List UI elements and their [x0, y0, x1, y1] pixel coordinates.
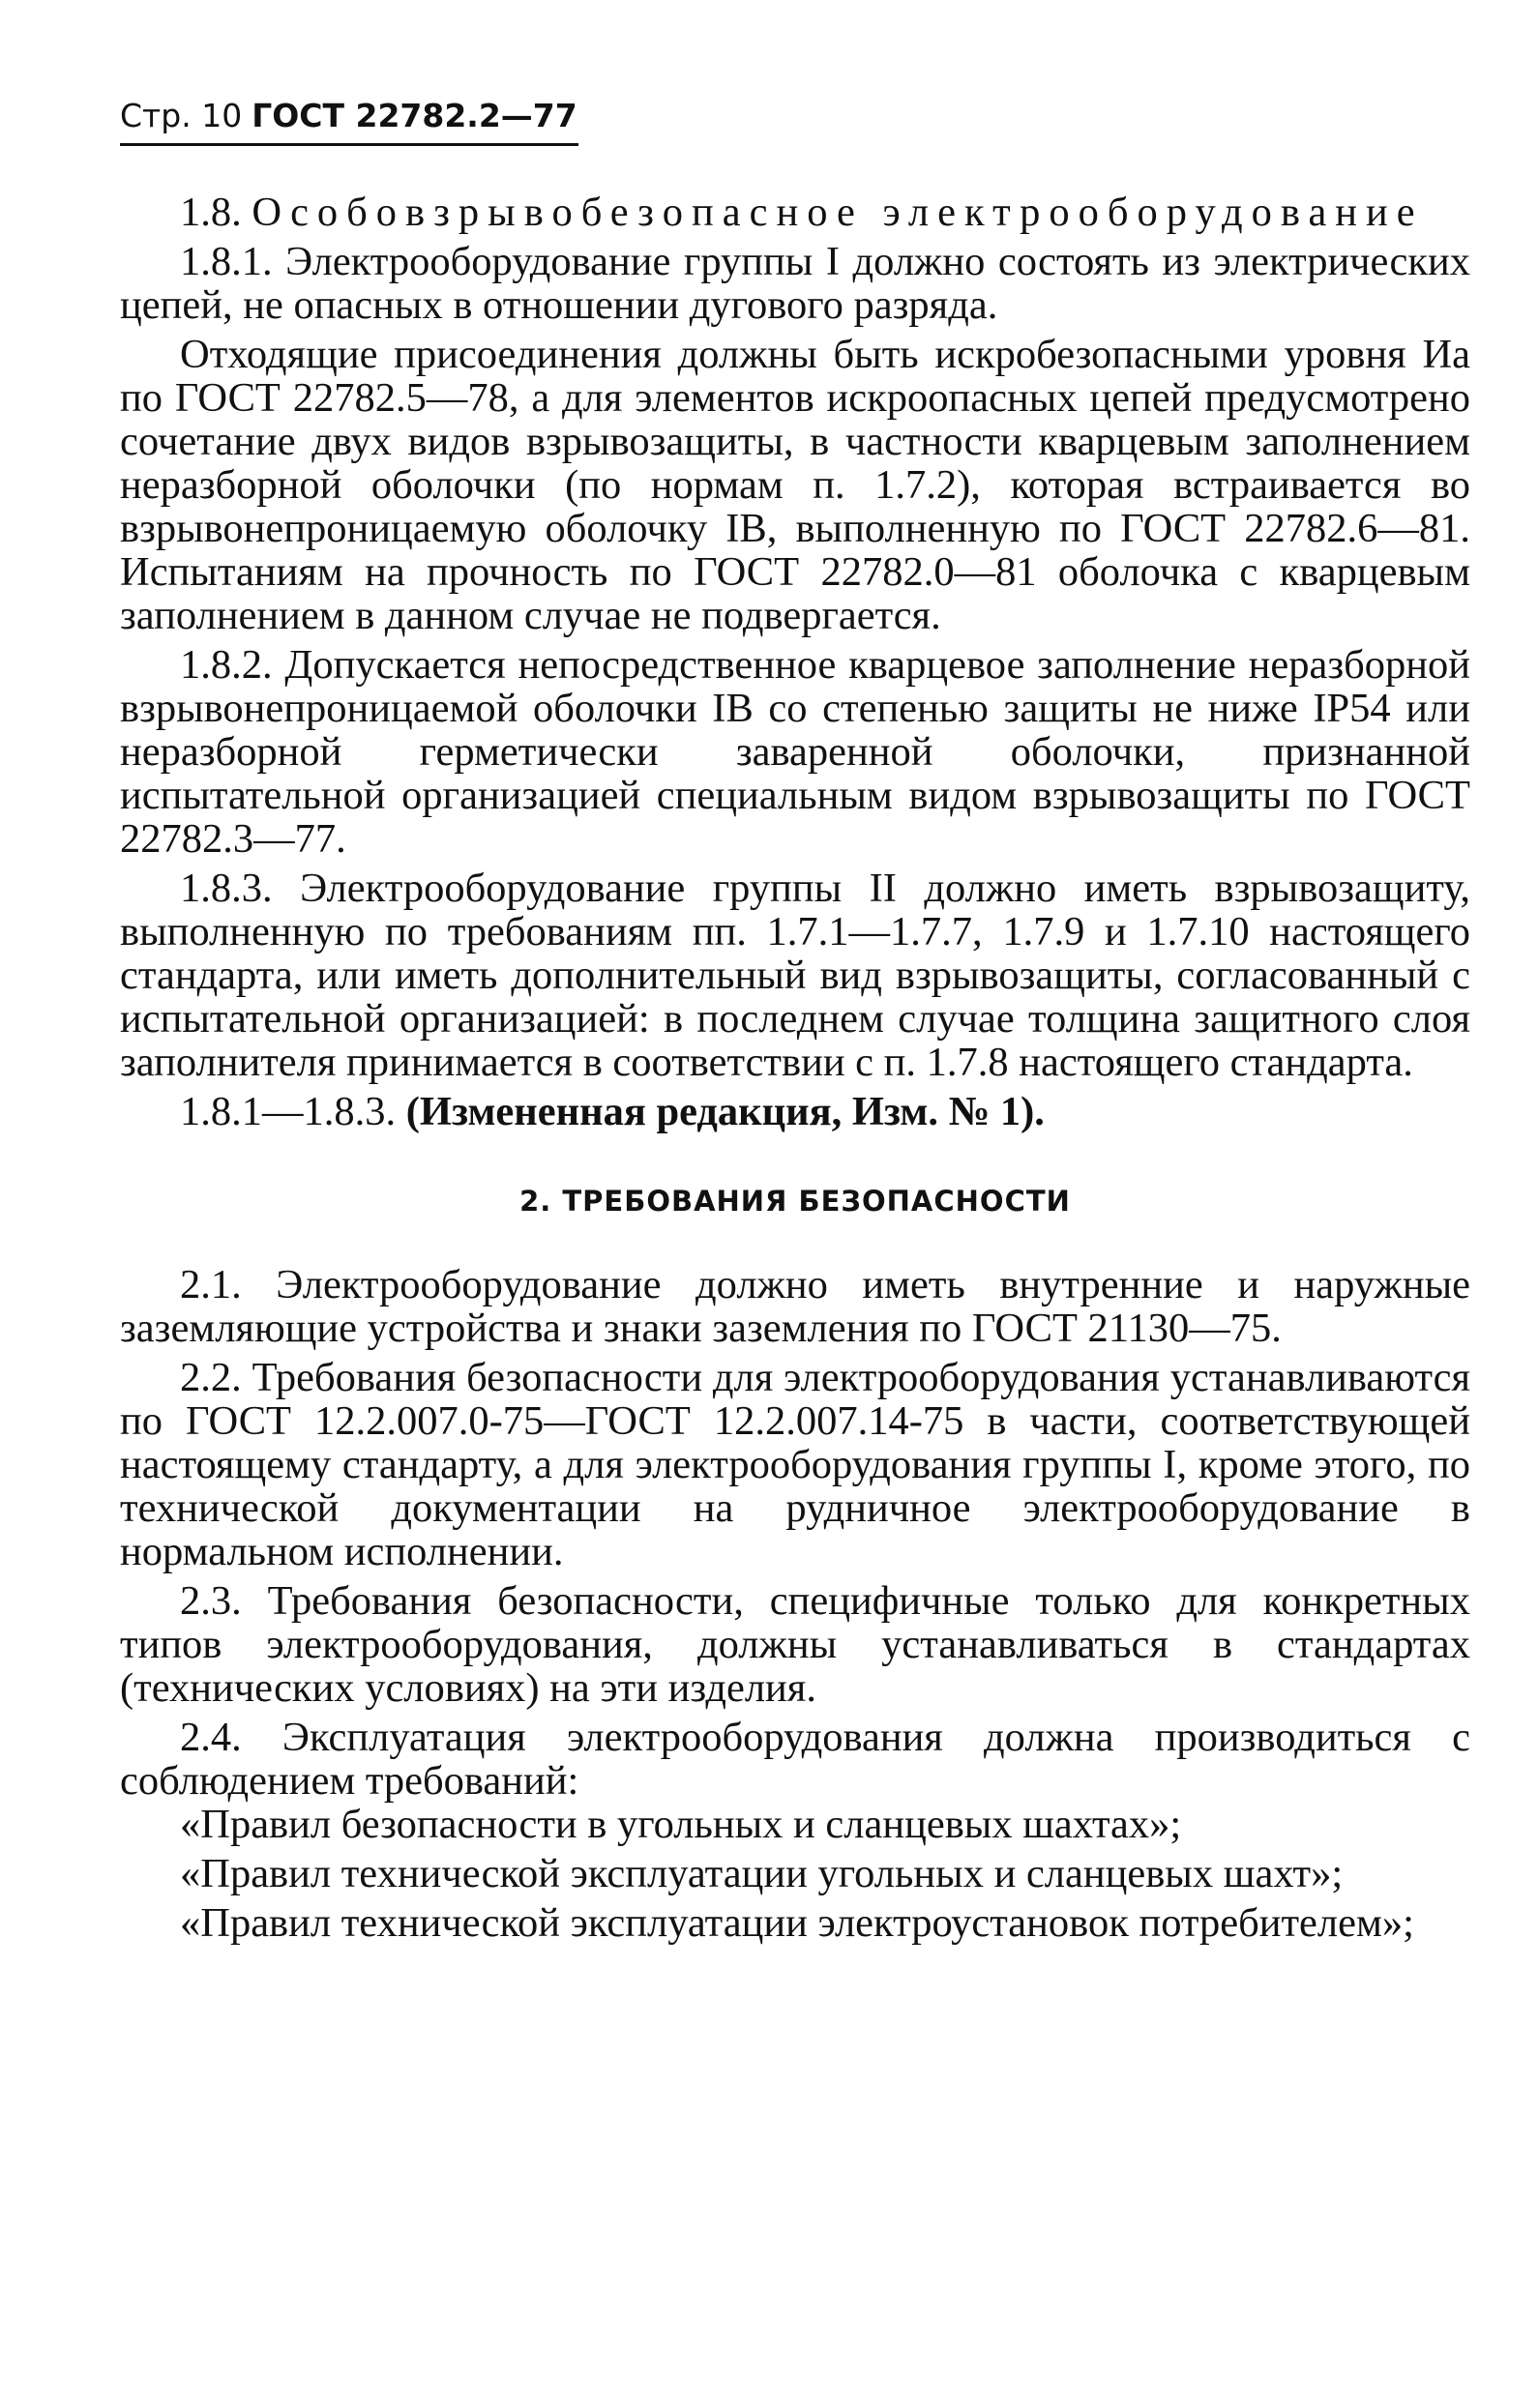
- clause-2-4: 2.4. Эксплуатация электрооборудования должна производиться с соблюдением требований:: [120, 1715, 1470, 1804]
- clause-1-8-number: 1.8.: [180, 190, 242, 235]
- clause-1-8-2: 1.8.2. Допускается непосредственное кварцевое заполнение неразборной взрывонепроницаемой оболочки IB со степенью защиты не ниже IP54 или неразборной герметически заваренной оболочки, признанной испытательной организацией специальным видом взрывозащиты по ГОСТ 22782.3—77.: [120, 642, 1470, 862]
- clause-1-8-title: Особовзрывобезопасное электрооборудование: [251, 190, 1424, 235]
- rules-item-coal-operation: «Правил технической эксплуатации угольных и сланцевых шахт»;: [180, 1851, 1344, 1896]
- amendment-clauses: 1.8.1—1.8.3.: [180, 1089, 397, 1134]
- document-page: [120, 95, 1470, 1945]
- clause-1-8-3: 1.8.3. Электрооборудование группы II должно иметь взрывозащиту, выполненную по требованиям пп. 1.7.1—1.7.7, 1.7.9 и 1.7.10 настоящего стандарта, или иметь дополнительный вид взрывозащиты, согласованный с испытательной организацией: в последнем случае толщина защитного слоя заполнителя принимается в соответствии с п. 1.7.8 настоящего стандарта.: [120, 866, 1470, 1085]
- clause-2-3: 2.3. Требования безопасности, специфичные только для конкретных типов электрооборудования, должны устанавливаться в стандартах (технических условиях) на эти изделия.: [120, 1578, 1470, 1711]
- page-number: Стр. 10: [120, 97, 243, 134]
- amendment-text: (Измененная редакция, Изм. № 1).: [405, 1089, 1045, 1134]
- running-header: [120, 95, 1470, 137]
- clause-1-8-heading: [120, 191, 1470, 234]
- rules-item-coal-safety: «Правил безопасности в угольных и сланцевых шахтах»;: [180, 1802, 1182, 1847]
- standard-designation: ГОСТ 22782.2—77: [251, 97, 577, 134]
- header-rule: [120, 143, 578, 146]
- clause-1-8-1-continuation: Отходящие присоединения должны быть искробезопасными уровня Иа по ГОСТ 22782.5—78, а для элементов искроопасных цепей предусмотрено сочетание двух видов взрывозащиты, в частности кварцевым заполнением неразборной оболочки (по нормам п. 1.7.2), которая встраивается во взрывонепроницаемую оболочку IB, выполненную по ГОСТ 22782.6—81. Испытаниям на прочность по ГОСТ 22782.0—81 оболочка с кварцевым заполнением в данном случае не подвергается.: [120, 332, 1470, 638]
- document-body: [120, 191, 1470, 1945]
- clause-2-1: 2.1. Электрооборудование должно иметь внутренние и наружные заземляющие устройства и знаки заземления по ГОСТ 21130—75.: [120, 1262, 1470, 1351]
- section-2-title: 2. ТРЕБОВАНИЯ БЕЗОПАСНОСТИ: [519, 1185, 1071, 1218]
- clause-1-8-1: 1.8.1. Электрооборудование группы I должно состоять из электрических цепей, не опасных в отношении дугового разряда.: [120, 239, 1470, 328]
- rules-item-electrical-operation: «Правил технической эксплуатации электроустановок потребителем»;: [180, 1900, 1414, 1946]
- amendment-note: [120, 1090, 1470, 1133]
- clause-2-2: 2.2. Требования безопасности для электрооборудования устанавливаются по ГОСТ 12.2.007.0-75—ГОСТ 12.2.007.14-75 в части, соответствующей настоящему стандарту, а для электрооборудования группы I, кроме этого, по технической документации на рудничное электрооборудование в нормальном исполнении.: [120, 1355, 1470, 1574]
